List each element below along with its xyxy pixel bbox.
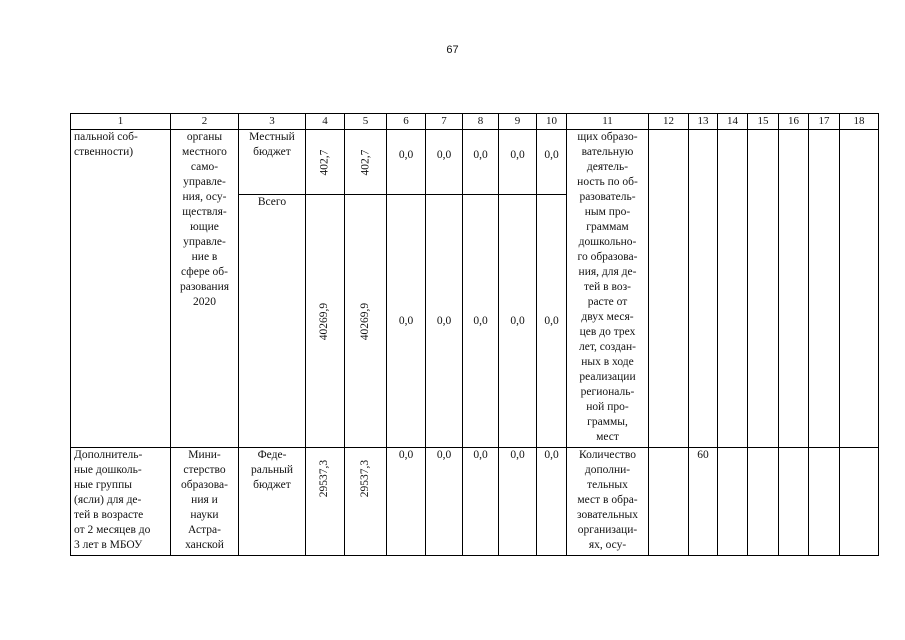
row2-col8: 0,0 [463, 448, 499, 556]
row1-total-col5 [345, 195, 387, 448]
row2-indicator-cell [567, 448, 649, 556]
header-col-6: 6 [387, 114, 426, 130]
row2-col4 [306, 448, 345, 556]
row1-activity-text: пальной соб- ственности) [74, 131, 138, 158]
row2-col12 [649, 448, 689, 556]
header-col-12: 12 [649, 114, 689, 130]
row2-col10: 0,0 [537, 448, 567, 556]
table-row-federal-budget [71, 448, 879, 556]
row1-executor-cell [171, 130, 239, 448]
row2-col15 [748, 448, 779, 556]
row2-activity-text: Дополнитель- ные дошколь- ные группы (ясли) для де- тей в возрасте от 2 месяцев до 3 лет в МБОУ [74, 449, 151, 551]
row1-local-col4 [306, 130, 345, 195]
header-col-18: 18 [840, 114, 879, 130]
row1-total-col4 [306, 195, 345, 448]
federal-value-4: 29537,3 [318, 459, 331, 497]
header-col-15: 15 [748, 114, 779, 130]
budget-table [70, 113, 879, 556]
row1-executor-text: органы местного само- управле- ния, осу- ществля- ющие управле- ние в сфере об- разования 2020 [179, 131, 230, 308]
row2-col18 [840, 448, 879, 556]
row2-col7: 0,0 [426, 448, 463, 556]
header-col-7: 7 [426, 114, 463, 130]
row2-col17 [809, 448, 840, 556]
row1-total-label [239, 195, 306, 448]
row2-executor-text: Мини- стерство образова- ния и науки Астра- ханской [181, 449, 228, 551]
row2-activity-cell [71, 448, 171, 556]
row1-total-col6: 0,0 [387, 195, 426, 448]
row2-col5 [345, 448, 387, 556]
row1-indicator-cell [567, 130, 649, 448]
row1-total-col10: 0,0 [537, 195, 567, 448]
row2-executor-cell [171, 448, 239, 556]
row2-indicator-text: Количество дополни- тельных мест в обра- зовательных организаци- ях, осу- [576, 449, 639, 551]
page-number: 67 [446, 44, 459, 56]
row2-col16 [779, 448, 809, 556]
row2-col13: 60 [689, 448, 718, 556]
row1-local-col9: 0,0 [499, 130, 537, 195]
row1-local-col7: 0,0 [426, 130, 463, 195]
header-col-3: 3 [239, 114, 306, 130]
header-row [71, 114, 879, 130]
local-budget-value-5: 402,7 [359, 149, 371, 175]
header-col-10: 10 [537, 114, 567, 130]
row1-col13 [689, 130, 718, 448]
header-col-5: 5 [345, 114, 387, 130]
row1-col12 [649, 130, 689, 448]
local-budget-label-text: Местный бюджет [249, 131, 295, 158]
row1-indicator-text: щих образо- вательную деятель- ность по об- разователь- ным про- граммам дошкольно- го образова- ния, для де- тей в воз- расте от двух меся- цев до трех лет, создан- ных в ходе реализации региональ- ной про- граммы, мест [577, 131, 638, 443]
row1-local-col5 [345, 130, 387, 195]
row1-total-col8: 0,0 [463, 195, 499, 448]
row2-col14 [718, 448, 748, 556]
row1-local-col10: 0,0 [537, 130, 567, 195]
row1-local-budget-label [239, 130, 306, 195]
header-col-8: 8 [463, 114, 499, 130]
local-budget-value-4: 402,7 [318, 149, 331, 175]
row1-col16 [779, 130, 809, 448]
row1-col15 [748, 130, 779, 448]
row1-total-col9: 0,0 [499, 195, 537, 448]
total-value-5: 40269,9 [359, 302, 371, 340]
table-row-local-budget [71, 130, 879, 195]
row2-col9: 0,0 [499, 448, 537, 556]
header-col-13: 13 [689, 114, 718, 130]
header-col-14: 14 [718, 114, 748, 130]
row1-total-col7: 0,0 [426, 195, 463, 448]
federal-budget-label-text: Феде- ральный бюджет [251, 449, 293, 491]
header-col-11: 11 [567, 114, 649, 130]
header-col-1: 1 [71, 114, 171, 130]
row2-federal-budget-label [239, 448, 306, 556]
header-col-2: 2 [171, 114, 239, 130]
row2-col6: 0,0 [387, 448, 426, 556]
row1-local-col6: 0,0 [387, 130, 426, 195]
row1-local-col8: 0,0 [463, 130, 499, 195]
header-col-4: 4 [306, 114, 345, 130]
row1-col17 [809, 130, 840, 448]
row1-activity-cell [71, 130, 171, 448]
federal-value-5: 29537,3 [359, 459, 371, 497]
total-value-4: 40269,9 [318, 302, 331, 340]
header-col-16: 16 [779, 114, 809, 130]
row1-col18 [840, 130, 879, 448]
header-col-17: 17 [809, 114, 840, 130]
total-label-text: Всего [257, 196, 287, 208]
row1-col14 [718, 130, 748, 448]
header-col-9: 9 [499, 114, 537, 130]
